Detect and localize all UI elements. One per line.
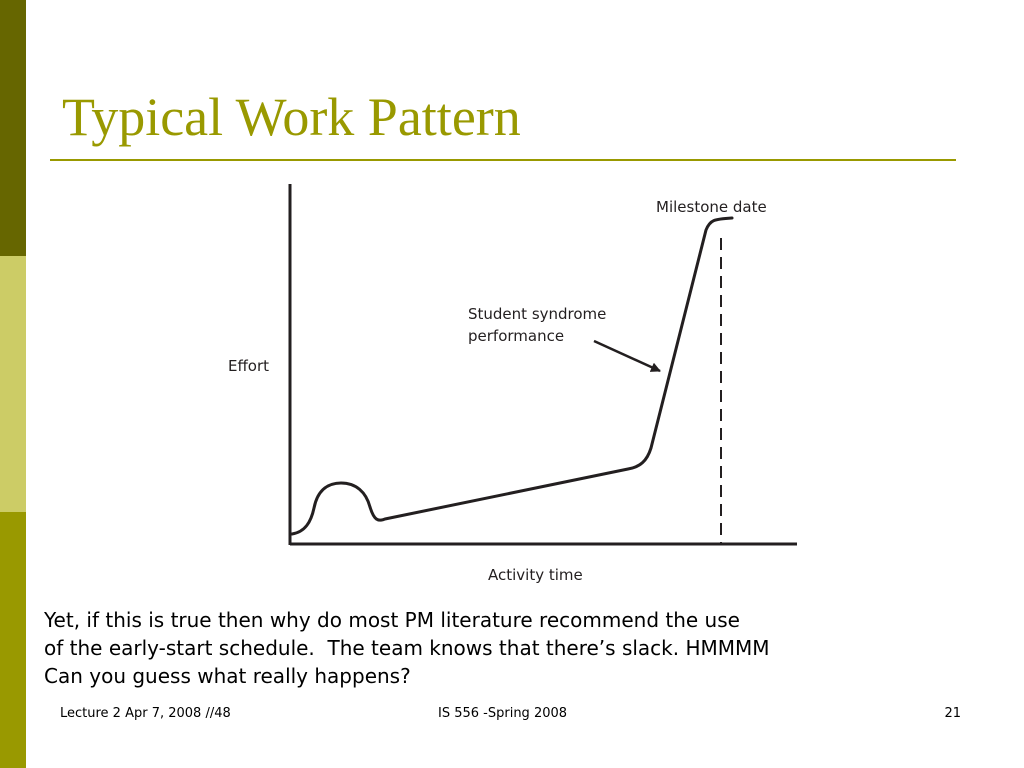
slide-title: Typical Work Pattern [62,87,521,147]
page-number: 21 [944,706,961,721]
body-line: Can you guess what really happens? [44,664,411,688]
footer-course: IS 556 -Spring 2008 [438,706,568,721]
x-axis-label: Activity time [488,566,583,584]
body-line: Yet, if this is true then why do most PM literature recommend the use [44,608,740,632]
annotation-label-line-1: Student syndrome [468,305,607,323]
body-line: of the early-start schedule. The team knows that there’s slack. HMMMM [44,636,770,660]
effort-curve [292,218,732,534]
milestone-label: Milestone date [656,198,767,216]
footer-lecture-info: Lecture 2 Apr 7, 2008 //48 [60,706,231,721]
annotation-label-line-2: performance [468,327,565,345]
annotation-arrow [594,341,660,371]
body-text [44,606,944,690]
y-axis-label: Effort [228,357,270,375]
